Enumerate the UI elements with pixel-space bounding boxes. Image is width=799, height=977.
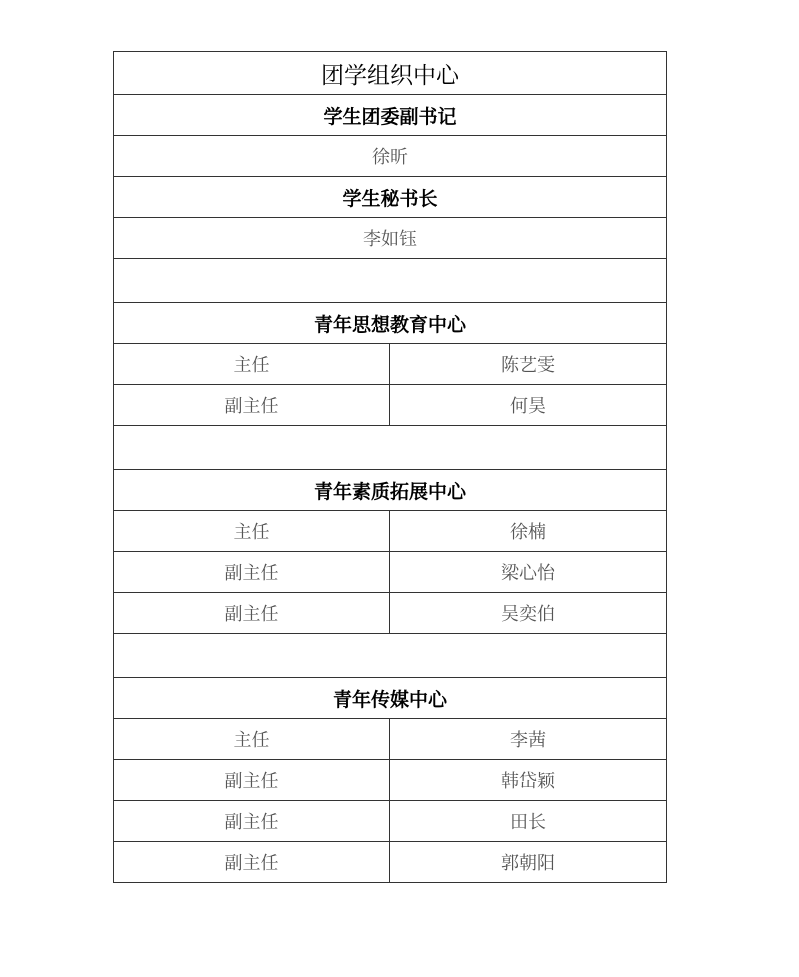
person-cell: 吴奕伯	[390, 593, 667, 634]
table-row	[114, 719, 667, 760]
secretary-general-name: 李如钰	[114, 218, 667, 259]
table-row	[114, 593, 667, 634]
person-cell: 郭朝阳	[390, 842, 667, 883]
role-cell: 主任	[114, 511, 390, 552]
heading-row	[114, 95, 667, 136]
section-heading-media: 青年传媒中心	[114, 678, 667, 719]
table-row	[114, 552, 667, 593]
table-row	[114, 842, 667, 883]
spacer-cell	[114, 426, 667, 470]
table-row	[114, 801, 667, 842]
person-cell: 徐楠	[390, 511, 667, 552]
person-cell: 李茜	[390, 719, 667, 760]
spacer-cell	[114, 634, 667, 678]
spacer-row	[114, 634, 667, 678]
person-cell: 何昊	[390, 385, 667, 426]
role-cell: 副主任	[114, 801, 390, 842]
section-heading-ideology: 青年思想教育中心	[114, 303, 667, 344]
document-title: 团学组织中心	[114, 52, 667, 95]
role-cell: 副主任	[114, 552, 390, 593]
title-row	[114, 52, 667, 95]
table-row	[114, 385, 667, 426]
role-cell: 副主任	[114, 842, 390, 883]
table-row	[114, 760, 667, 801]
role-cell: 副主任	[114, 593, 390, 634]
person-cell: 梁心怡	[390, 552, 667, 593]
table-row	[114, 344, 667, 385]
deputy-secretary-name: 徐昕	[114, 136, 667, 177]
name-row	[114, 136, 667, 177]
organization-table	[113, 51, 667, 883]
role-cell: 主任	[114, 344, 390, 385]
name-row	[114, 218, 667, 259]
section-heading-row	[114, 678, 667, 719]
table-row	[114, 511, 667, 552]
role-cell: 副主任	[114, 385, 390, 426]
secretary-general-heading: 学生秘书长	[114, 177, 667, 218]
role-cell: 副主任	[114, 760, 390, 801]
person-cell: 田长	[390, 801, 667, 842]
deputy-secretary-heading: 学生团委副书记	[114, 95, 667, 136]
section-heading-row	[114, 470, 667, 511]
spacer-row	[114, 259, 667, 303]
person-cell: 陈艺雯	[390, 344, 667, 385]
role-cell: 主任	[114, 719, 390, 760]
spacer-row	[114, 426, 667, 470]
section-heading-row	[114, 303, 667, 344]
spacer-cell	[114, 259, 667, 303]
section-heading-quality: 青年素质拓展中心	[114, 470, 667, 511]
heading-row	[114, 177, 667, 218]
person-cell: 韩岱颖	[390, 760, 667, 801]
